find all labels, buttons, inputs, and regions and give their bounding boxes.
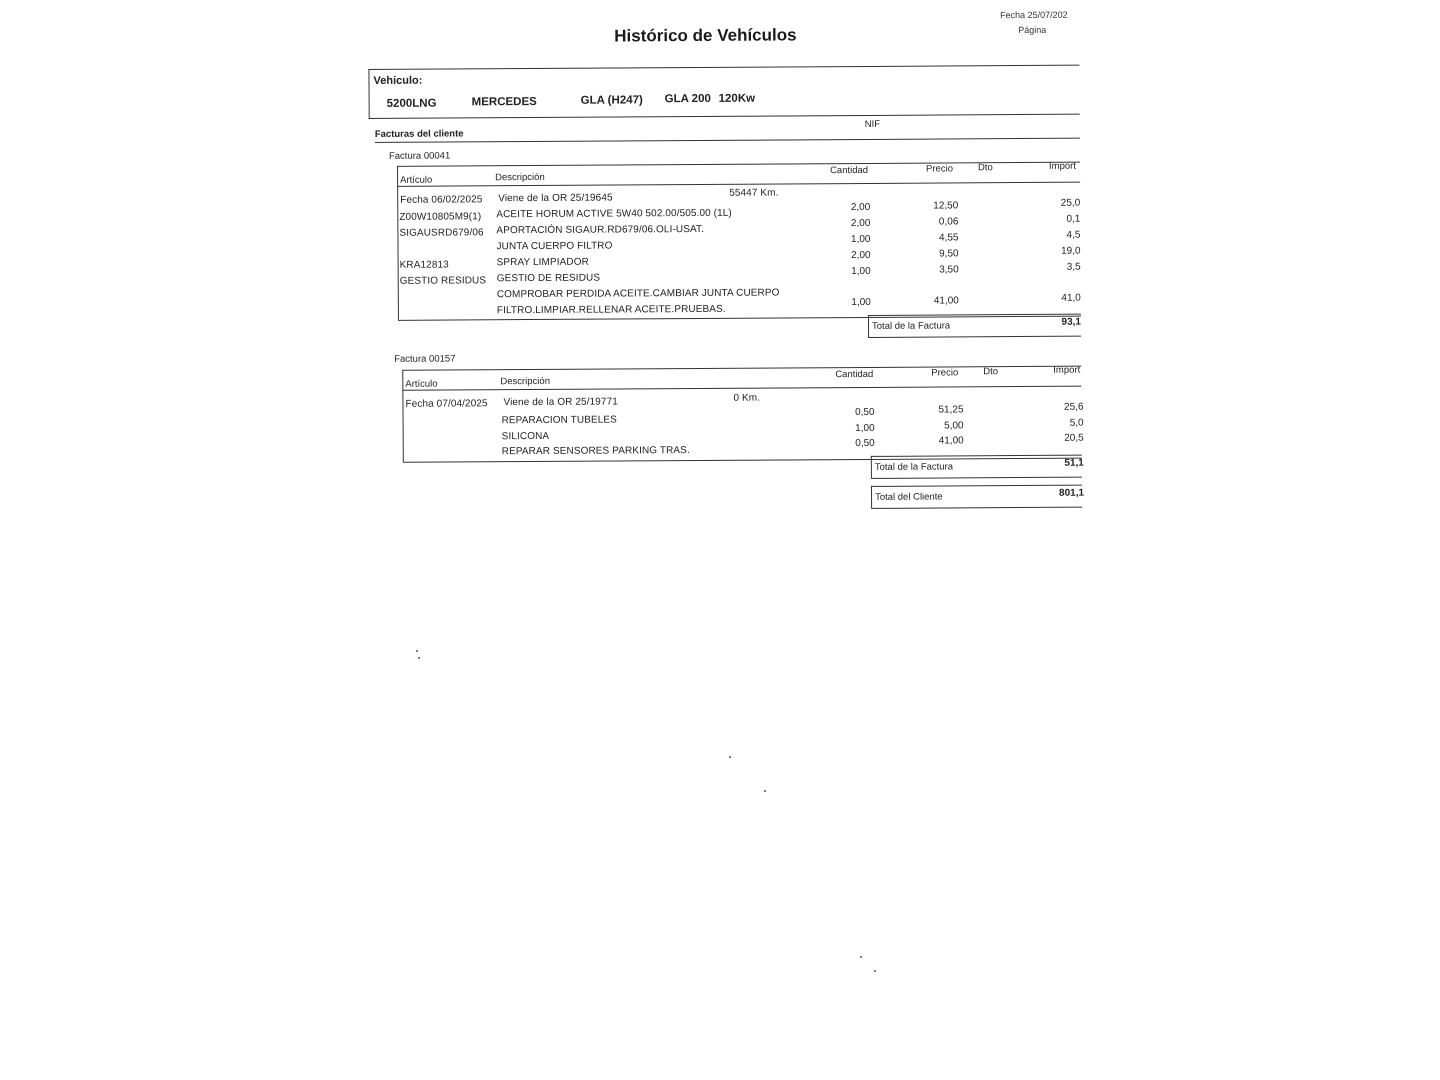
line-qty: 2,00 [850, 217, 871, 230]
line-description: COMPROBAR PERDIDA ACEITE.CAMBIAR JUNTA CUERPO [496, 287, 780, 301]
line-qty: 1,00 [855, 422, 875, 435]
invoice-total-label: Total de la Factura [871, 320, 951, 332]
vehicle-box-left [368, 69, 369, 119]
line-price: 41,00 [933, 295, 959, 307]
client-total-box-top [871, 485, 1082, 487]
col-articulo: Artículo [400, 174, 433, 186]
col-cantidad: Cantidad [835, 368, 874, 381]
line-price: 4,55 [938, 232, 959, 244]
vehicle-power: 120Kw [718, 92, 756, 105]
col-importe: Import [1053, 364, 1081, 376]
invoice-table-left [397, 166, 399, 320]
line-description: SPRAY LIMPIADOR [496, 256, 589, 269]
col-dto: Dto [983, 366, 999, 378]
vehicle-brand: MERCEDES [471, 95, 537, 109]
client-total-box-left [871, 486, 872, 508]
line-price: 9,50 [939, 248, 959, 260]
line-qty: 1,00 [850, 233, 871, 246]
line-amount: 4,5 [1066, 229, 1081, 241]
client-section-rule [375, 138, 1080, 143]
line-price: 12,50 [933, 200, 959, 212]
invoice-total-box-top [871, 455, 1082, 457]
line-description: FILTRO.LIMPIAR.RELLENAR ACEITE.PRUEBAS. [496, 303, 726, 317]
invoice-table-bottom [403, 458, 1082, 463]
line-description: ACEITE HORUM ACTIVE 5W40 502.00/505.00 (1L) [496, 207, 732, 221]
invoice-label: Factura 00157 [394, 353, 456, 365]
vehicle-box-top [368, 65, 1079, 70]
scan-speck [764, 790, 766, 792]
invoice-table-bottom [398, 316, 1081, 321]
vehicle-box-bottom [369, 114, 1080, 119]
line-amount: 5,0 [1069, 417, 1084, 429]
col-descripcion: Descripción [500, 375, 551, 388]
vehicle-label: Vehiculo: [373, 74, 423, 87]
line-price: 0,06 [938, 216, 959, 228]
line-article: GESTIO RESIDUS [399, 275, 487, 287]
col-articulo: Artículo [405, 378, 438, 390]
invoice-total-box-bottom [868, 336, 1081, 338]
page-title: Histórico de Vehículos [614, 25, 797, 46]
line-article: SIGAUSRD679/06 [399, 227, 484, 239]
invoice-total-value: 51,1 [1064, 457, 1084, 469]
scanned-document [368, 0, 1085, 530]
line-qty: 2,00 [850, 201, 871, 214]
invoice-date: Fecha 07/04/2025 [405, 398, 488, 410]
col-precio: Precio [926, 163, 954, 175]
invoice-origin: Viene de la OR 25/19771 [503, 396, 618, 409]
page-number-label: Página [1018, 24, 1047, 36]
line-qty: 0,50 [855, 406, 875, 419]
invoice-date: Fecha 06/02/2025 [400, 194, 483, 206]
line-amount: 41,0 [1061, 292, 1081, 304]
col-descripcion: Descripción [495, 171, 545, 184]
line-price: 41,00 [938, 435, 964, 447]
vehicle-version: GLA 200 [664, 92, 711, 106]
line-article: KRA12813 [399, 259, 449, 271]
line-description: REPARACION TUBELES [501, 414, 617, 427]
invoice-total-box-bottom [871, 477, 1082, 479]
line-price: 51,25 [938, 404, 964, 416]
invoice-total-box-left [871, 456, 872, 478]
invoice-label: Factura 00041 [388, 150, 451, 162]
line-qty: 1,00 [851, 265, 871, 278]
scan-speck [874, 970, 876, 972]
scan-speck [729, 756, 731, 758]
invoice-origin: Viene de la OR 25/19645 [498, 192, 613, 205]
line-description: SILICONA [501, 430, 550, 443]
invoice-total-label: Total de la Factura [874, 461, 954, 473]
client-total-label: Total del Cliente [875, 491, 943, 503]
vehicle-model: GLA (H247) [580, 94, 643, 107]
invoice-km: 55447 Km. [729, 187, 779, 199]
line-qty: 0,50 [855, 437, 875, 450]
nif-label: NIF [864, 118, 881, 130]
line-description: REPARAR SENSORES PARKING TRAS. [501, 445, 690, 458]
print-date: Fecha 25/07/202 [1000, 9, 1068, 21]
col-dto: Dto [978, 162, 993, 174]
line-price: 3,50 [939, 264, 959, 276]
line-amount: 25,6 [1063, 401, 1084, 413]
line-price: 5,00 [944, 420, 964, 432]
invoice-table-left [402, 370, 404, 462]
col-cantidad: Cantidad [830, 164, 869, 177]
line-amount: 25,0 [1060, 197, 1081, 209]
client-invoices-label: Facturas del cliente [374, 128, 464, 140]
vehicle-plate: 5200LNG [386, 97, 437, 110]
line-amount: 0,1 [1066, 213, 1081, 225]
line-amount: 3,5 [1066, 261, 1081, 273]
client-total-box-bottom [871, 507, 1082, 509]
line-article: Z00W10805M9(1) [399, 211, 482, 223]
scan-speck [418, 657, 420, 659]
scan-speck [416, 650, 418, 652]
line-description: APORTACIÓN SIGAUR.RD679/06.OLI-USAT. [496, 223, 704, 237]
line-amount: 20,5 [1064, 432, 1084, 444]
line-qty: 2,00 [851, 249, 871, 262]
client-total-value: 801,1 [1058, 487, 1085, 499]
col-precio: Precio [931, 367, 959, 379]
line-amount: 19,0 [1061, 245, 1081, 257]
col-importe: Import [1048, 160, 1076, 172]
invoice-table-top [402, 366, 1081, 371]
line-qty: 1,00 [851, 296, 871, 309]
invoice-km: 0 Km. [733, 392, 761, 404]
scan-speck [860, 956, 862, 958]
invoice-total-box-left [868, 315, 869, 337]
invoice-total-value: 93,1 [1061, 316, 1082, 328]
line-description: GESTIO DE RESIDUS [496, 272, 601, 285]
line-description: JUNTA CUERPO FILTRO [496, 240, 613, 253]
